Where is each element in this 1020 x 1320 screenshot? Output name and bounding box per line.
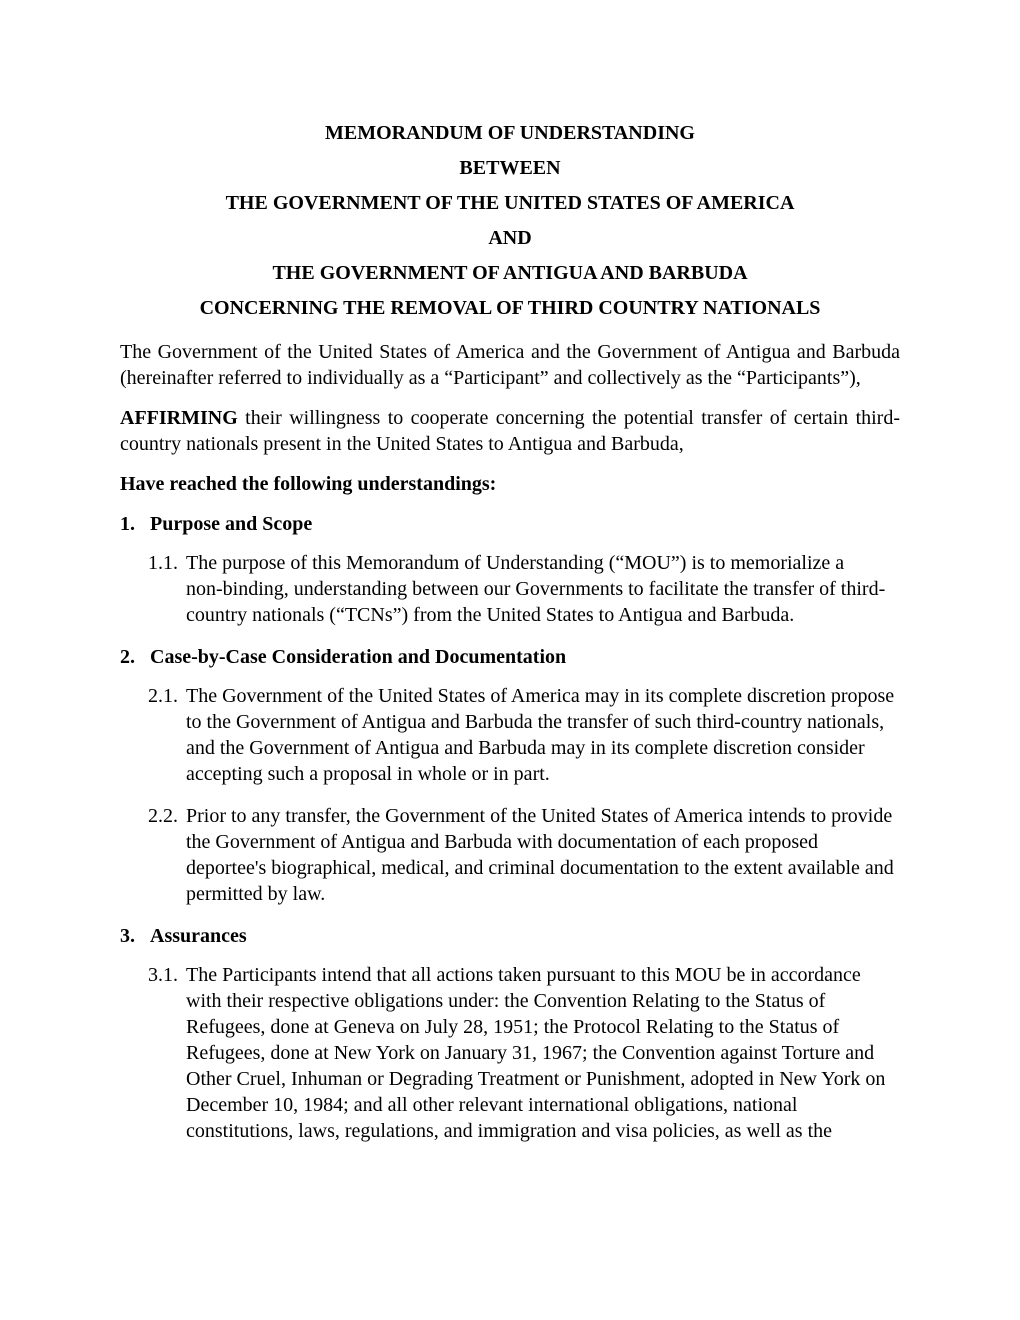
title-line-2: BETWEEN bbox=[459, 157, 561, 179]
title-line-6: CONCERNING THE REMOVAL OF THIRD COUNTRY NATIONALS bbox=[199, 297, 821, 319]
section-3-title: Assurances bbox=[150, 925, 247, 947]
clause-3-1-number: 3.1. bbox=[148, 964, 178, 986]
section-purpose-and-scope bbox=[120, 511, 900, 628]
title-line-1: MEMORANDUM OF UNDERSTANDING bbox=[325, 122, 695, 144]
clause-2-2 bbox=[148, 803, 900, 907]
clause-1-1-text: The purpose of this Memorandum of Understanding (“MOU”) is to memorialize a non‑binding, understanding between our Governments to facilitate the transfer of third-country nationals (“TCNs”) from the United States to Antigua and Barbuda. bbox=[186, 552, 886, 626]
document-title-block bbox=[120, 120, 900, 321]
clause-3-1 bbox=[148, 962, 900, 1144]
section-1-number: 1. bbox=[120, 513, 135, 535]
section-2-number: 2. bbox=[120, 646, 135, 668]
clause-2-1 bbox=[148, 683, 900, 787]
section-1-title: Purpose and Scope bbox=[150, 513, 313, 535]
clause-2-1-number: 2.1. bbox=[148, 685, 178, 707]
clause-1-1 bbox=[148, 550, 900, 628]
section-3-number: 3. bbox=[120, 925, 135, 947]
clause-2-2-text: Prior to any transfer, the Government of the United States of America intends to provide the Government of Antigua and Barbuda with documentation of each proposed deportee's biographical, medical, and criminal documentation to the extent available and permitted by law. bbox=[186, 805, 894, 905]
section-2-title: Case-by-Case Consideration and Documentation bbox=[150, 646, 567, 668]
affirming-text: their willingness to cooperate concerning the potential transfer of certain third-country nationals present in the United States to Antigua and Barbuda, bbox=[120, 407, 900, 455]
affirming-paragraph bbox=[120, 405, 900, 457]
preamble-paragraph: The Government of the United States of America and the Government of Antigua and Barbuda (hereinafter referred to individually as a “Participant” and collectively as the “Participants”), bbox=[120, 341, 900, 389]
section-assurances bbox=[120, 923, 900, 1144]
reached-understandings-line: Have reached the following understandings: bbox=[120, 473, 497, 495]
clause-1-1-number: 1.1. bbox=[148, 552, 178, 574]
clause-2-1-text: The Government of the United States of America may in its complete discretion propose to the Government of Antigua and Barbuda the transfer of such third-country nationals, and the Government of Antigua and Barbuda may in its complete discretion consider accepting such a proposal in whole or in part. bbox=[186, 685, 895, 785]
section-2-heading bbox=[120, 644, 900, 670]
title-line-3: THE GOVERNMENT OF THE UNITED STATES OF AMERICA bbox=[225, 192, 795, 214]
section-1-heading bbox=[120, 511, 900, 537]
section-case-by-case bbox=[120, 644, 900, 907]
title-line-5: THE GOVERNMENT OF ANTIGUA AND BARBUDA bbox=[272, 262, 748, 284]
section-3-heading bbox=[120, 923, 900, 949]
clause-3-1-text: The Participants intend that all actions taken pursuant to this MOU be in accordance with their respective obligations under: the Convention Relating to the Status of Refugees, done at Geneva on July 28, 1951; the Protocol Relating to the Status of Refugees, done at New York on January 31, 1967; the Convention against Torture and Other Cruel, Inhuman or Degrading Treatment or Punishment, adopted in New York on December 10, 1984; and all other relevant international obligations, national constitutions, laws, regulations, and immigration and visa policies, as well as the bbox=[186, 964, 886, 1142]
clause-2-2-number: 2.2. bbox=[148, 805, 178, 827]
title-line-4: AND bbox=[488, 227, 532, 249]
affirming-lead: AFFIRMING bbox=[120, 407, 238, 429]
